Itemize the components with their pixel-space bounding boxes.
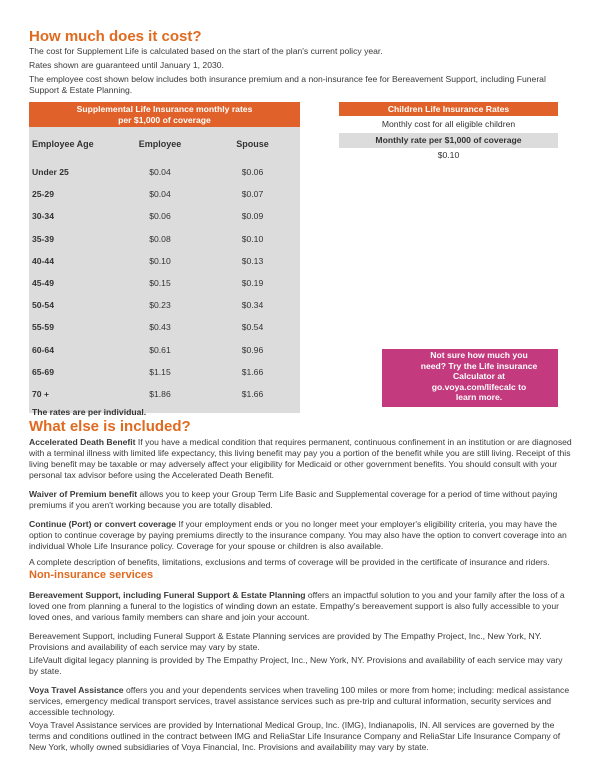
row-employee-rate: $0.23 [149,300,171,311]
row-employee-rate: $0.06 [149,211,171,222]
row-age: 65-69 [32,366,54,377]
supplemental-table-body [29,127,300,418]
noninsurance-heading: Non-insurance services [29,569,154,581]
row-spouse-rate: $0.07 [241,189,264,200]
supplemental-table-header [29,102,300,127]
col-spouse: Spouse [236,139,269,149]
bereavement-title: Bereavement Support, including Funeral Support & Estate Planning [29,590,306,600]
bereavement-provider: Bereavement Support, including Funeral Support & Estate Planning services are provided by The Empathy Project, Inc., New York, NY. Provisions and availability of each service may vary by state. [29,631,542,652]
row-age: 35-39 [32,233,54,244]
row-age: 50-54 [32,300,54,311]
row-age: 30-34 [32,211,54,222]
bereavement-paragraph [29,590,574,623]
supplemental-rates-table [29,102,300,418]
row-employee-rate: $1.86 [149,388,171,399]
col-employee: Employee [138,139,182,149]
table-row [29,228,300,250]
children-rate-value: $0.10 [437,150,460,160]
travel-text: offers you and your dependents services when traveling 100 miles or more from home; including: medical assistance services, emergency medical transport services, travel assistance services such as pre-trip and cultural information, security services and accessible technology. [29,685,570,717]
children-rates-table [339,102,558,162]
included-heading: What else is included? [29,418,191,435]
row-spouse-rate: $0.19 [241,278,264,289]
cost-heading: How much does it cost? [29,28,202,45]
travel-provider: Voya Travel Assistance services are provided by International Medical Group, Inc. (IMG), Indianapolis, IN. All services are governed by the terms and conditions outlined in the contract between IMG and ReliaStar Life Insurance Company and ReliaStar Life Insurance Company of New York, wholly owned subsidiaries of Voya Financial, Inc. Provisions and availability may vary by state. [29,720,561,752]
calc-line1: Not sure how much you [430,350,528,360]
row-spouse-rate: $0.34 [241,300,264,311]
row-age: 70 + [32,388,49,399]
port-title: Continue (Port) or convert coverage [29,519,177,529]
table-row [29,361,300,383]
table-row [29,250,300,272]
adb-paragraph [29,437,574,481]
port-paragraph [29,519,574,552]
row-age: 25-29 [32,189,54,200]
row-age: Under 25 [32,167,69,178]
row-age: 60-64 [32,344,54,355]
children-rate-label: Monthly rate per $1,000 of coverage [339,133,558,148]
calc-line2: need? Try the Life insurance [420,360,538,371]
supplemental-title-line1: Supplemental Life Insurance monthly rates [76,104,253,114]
row-employee-rate: $0.15 [149,278,171,289]
col-employee-age: Employee Age [32,139,94,149]
row-age: 55-59 [32,322,54,333]
rate-guarantee-line: Rates shown are guaranteed until January 1, 2030. [29,60,224,70]
row-spouse-rate: $0.06 [241,167,264,178]
row-employee-rate: $1.15 [149,366,171,377]
row-employee-rate: $0.04 [149,189,171,200]
travel-paragraph [29,685,574,718]
row-spouse-rate: $0.96 [241,344,264,355]
calc-line5: learn more. [455,392,503,403]
row-age: 45-49 [32,278,54,289]
table-row [29,294,300,316]
children-table-header: Children Life Insurance Rates [339,102,558,116]
table-row [29,339,300,361]
cost-section [29,28,574,96]
table-row [29,383,300,405]
row-employee-rate: $0.10 [149,255,171,266]
row-spouse-rate: $0.10 [241,233,264,244]
row-age: 40-44 [32,255,54,266]
included-section [29,418,574,753]
port-text: If your employment ends or you no longer meet your employer's eligibility criteria, you may have the option to continue coverage by paying premiums directly to the insurance company. You may also have the option to convert coverage into an individual Whole Life Insurance policy. Coverage for your spouse or children is also available. [29,519,567,551]
table-row [29,272,300,294]
row-spouse-rate: $1.66 [241,366,264,377]
bereavement-text: offers an impactful solution to you and your family after the loss of a loved one from planning a funeral to the logistics of winding down an estate. Empathy's bereavement support is also fully accessible to your loved ones, and various family members can share and join your account. [29,590,565,622]
calc-line3: Calculator at [452,371,506,382]
table-row [29,161,300,183]
column-headers [29,127,300,161]
calc-link[interactable]: go.voya.com/lifecalc to [431,381,527,392]
adb-title: Accelerated Death Benefit [29,437,136,447]
per-individual-note: The rates are per individual. [32,407,147,418]
row-spouse-rate: $0.54 [241,322,264,333]
waiver-text: allows you to keep your Group Term Life Basic and Supplemental coverage for a period of time without paying premiums if you aren't working because you are totally disabled. [29,489,558,510]
adb-text: If you have a medical condition that requires permanent, continuous confinement in an institution or are diagnosed with a terminal illness with limited life expectancy, this living benefit may pay you a portion of the benefit while you are still living. Receipt of this living benefit may be taxable or may adversely affect your eligibility for Medicaid or other government benefits. You should consult with your personal tax advisor before using the Accelerated Death Benefit. [29,437,572,480]
row-employee-rate: $0.61 [149,344,171,355]
row-spouse-rate: $1.66 [241,388,264,399]
travel-title: Voya Travel Assistance [29,685,124,695]
employee-cost-note: The employee cost shown below includes both insurance premium and a non-insurance fee for Bereavement Support, including Funeral Support & Estate Planning. [29,74,546,95]
waiver-title: Waiver of Premium benefit [29,489,138,499]
lifevault-note: LifeVault digital legacy planning is provided by The Empathy Project, Inc., New York, NY. Provisions and availability of each service may vary by state. [29,655,563,676]
row-employee-rate: $0.43 [149,322,171,333]
children-subtitle: Monthly cost for all eligible children [381,119,516,129]
table-row [29,183,300,205]
table-row [29,205,300,227]
cost-intro-line: The cost for Supplement Life is calculated based on the start of the plan's current policy year. [29,46,383,56]
row-spouse-rate: $0.09 [241,211,264,222]
waiver-paragraph [29,489,574,511]
row-employee-rate: $0.04 [149,167,171,178]
complete-description: A complete description of benefits, limitations, exclusions and terms of coverage will be provided in the certificate of insurance and riders. [29,557,550,567]
row-employee-rate: $0.08 [149,233,171,244]
row-spouse-rate: $0.13 [241,255,264,266]
supplemental-title-line2: per $1,000 of coverage [118,115,211,125]
life-calculator-promo[interactable] [382,349,558,407]
table-row [29,316,300,338]
